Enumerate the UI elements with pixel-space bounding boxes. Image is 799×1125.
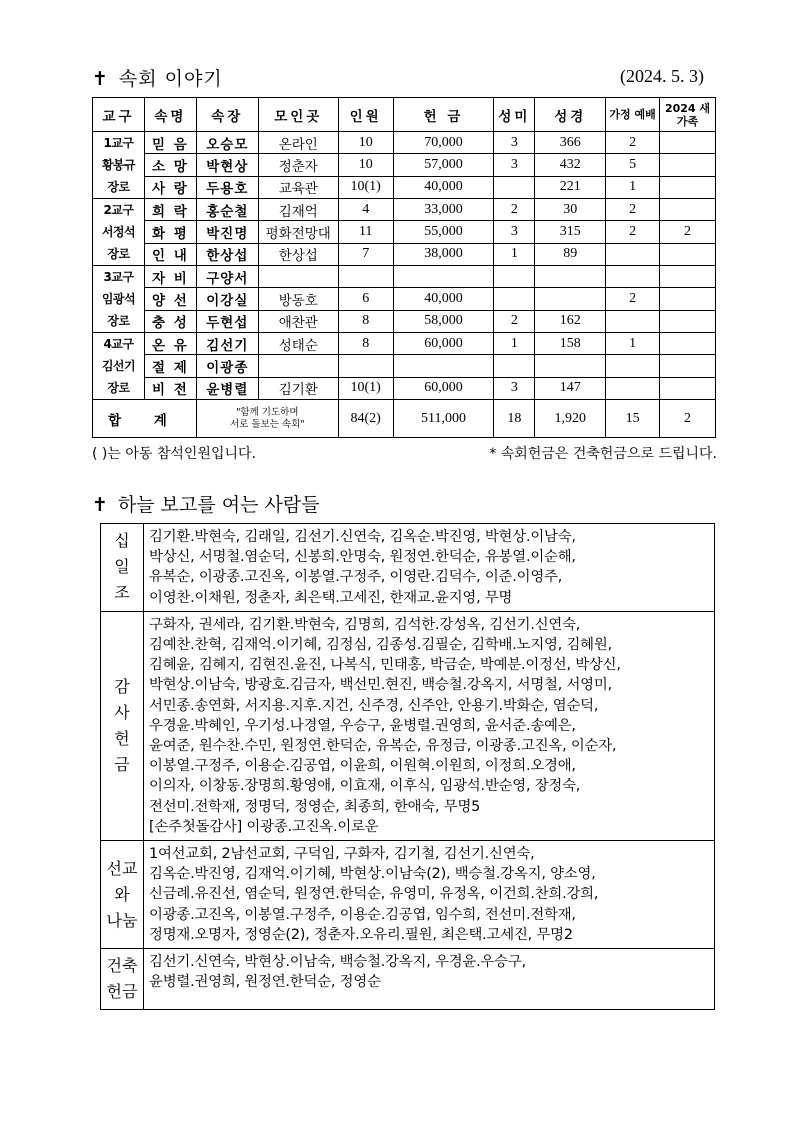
category-char: 금 — [114, 754, 130, 774]
cell-bible — [535, 288, 606, 310]
cell-name: 절 제 — [144, 355, 196, 377]
cell-newcomer — [660, 132, 716, 154]
cell-name: 인 내 — [144, 243, 196, 265]
cell-place: 김기환 — [258, 377, 338, 399]
cell-worship — [606, 377, 660, 399]
cell-count: 10 — [338, 132, 393, 154]
section-title-text: 하늘 보고를 여는 사람들 — [117, 494, 320, 516]
cell-newcomer — [660, 243, 716, 265]
district-line: 장로 — [107, 180, 130, 194]
names-line: 김예찬.찬혁, 김재억.이기혜, 김정심, 김종성.김필순, 김학배.노지영, 김혜원, — [149, 637, 612, 654]
offering-names — [144, 841, 715, 949]
cell-leader: 오승모 — [196, 132, 258, 154]
names-line: 우경윤.박혜인, 우기성.나경열, 우승구, 윤병렬.권영희, 윤서준.송예은, — [149, 717, 576, 734]
cell-rice: 2 — [494, 199, 535, 221]
category-char: 헌 — [114, 728, 130, 748]
total-count: 84(2) — [338, 400, 393, 438]
cell-place — [258, 355, 338, 377]
cell-worship: 1 — [606, 176, 660, 198]
names-line: [손주첫돌감사] 이광종.고진옥.이로운 — [149, 818, 379, 835]
names-line: 구화자, 권세라, 김기환.박현숙, 김명희, 김석한.강성옥, 김선기.신연숙, — [149, 616, 581, 633]
cell-newcomer — [660, 288, 716, 310]
cell-offering: 40,000 — [393, 176, 494, 198]
cell-rice: 1 — [494, 333, 535, 355]
names-line: 김선기.신연숙, 박현상.이남숙, 백승철.강옥지, 우경윤.우승구, — [149, 954, 526, 971]
cell-place: 방동호 — [258, 288, 338, 310]
table-row — [93, 132, 716, 154]
table-row — [93, 199, 716, 221]
cell-newcomer — [660, 154, 716, 176]
total-bible: 1,920 — [535, 400, 606, 438]
cell-leader: 두현섭 — [196, 310, 258, 332]
cell-rice — [494, 266, 535, 288]
cell-group-report-table — [92, 97, 716, 438]
cell-place: 정춘자 — [258, 154, 338, 176]
cell-count: 6 — [338, 288, 393, 310]
names-line: 박현상.이남숙, 방광호.김금자, 백선민.현진, 백승철.강옥지, 서명철, 서영미, — [149, 677, 612, 694]
cell-rice: 3 — [494, 154, 535, 176]
report-date: (2024. 5. 3) — [620, 66, 704, 86]
cell-worship — [606, 355, 660, 377]
cell-worship: 2 — [606, 288, 660, 310]
total-offering: 511,000 — [393, 400, 494, 438]
offering-row — [101, 841, 715, 949]
names-line: 이봉열.구정주, 이용순.김공엽, 이윤희, 이원혁.이원희, 이정희.오경애, — [149, 758, 576, 775]
cell-offering: 33,000 — [393, 199, 494, 221]
cell-count: 10(1) — [338, 377, 393, 399]
cell-leader: 두용호 — [196, 176, 258, 198]
cell-worship — [606, 310, 660, 332]
table-row — [93, 243, 716, 265]
cell-rice — [494, 176, 535, 198]
column-header: 성미 — [494, 98, 535, 132]
total-worship: 15 — [606, 400, 660, 438]
cell-place: 성태순 — [258, 333, 338, 355]
offering-note: * 속회헌금은 건축헌금으로 드립니다. — [489, 446, 717, 462]
table-row — [93, 221, 716, 243]
names-line: 전선미.전학재, 정명덕, 정영순, 최종희, 한애숙, 무명5 — [149, 798, 481, 815]
offering-names — [144, 949, 715, 1010]
cell-name: 희 락 — [144, 199, 196, 221]
report-title — [92, 64, 223, 91]
category-char: 와 — [114, 884, 130, 904]
column-header: 모인곳 — [258, 98, 338, 132]
district-line: 황봉규 — [101, 158, 136, 172]
cell-newcomer — [660, 333, 716, 355]
cell-leader: 김선기 — [196, 333, 258, 355]
category-char: 사 — [114, 702, 130, 722]
names-line: 유복순, 이광종.고진옥, 이봉열.구정주, 이영란.김덕수, 이준.이영주, — [149, 569, 563, 586]
cell-count: 11 — [338, 221, 393, 243]
table-row — [93, 176, 716, 198]
offering-category — [101, 949, 144, 1010]
cell-leader: 박진명 — [196, 221, 258, 243]
cross-icon: ✝ — [92, 68, 109, 90]
offering-category — [101, 841, 144, 949]
names-line: 1여선교회, 2남선교회, 구덕임, 구화자, 김기철, 김선기.신연숙, — [149, 846, 535, 863]
category-char: 건축 — [106, 956, 138, 976]
cell-newcomer — [660, 266, 716, 288]
total-label: 합 계 — [93, 400, 197, 438]
cell-offering: 70,000 — [393, 132, 494, 154]
table-row — [93, 154, 716, 176]
cell-leader: 홍순철 — [196, 199, 258, 221]
slogan — [196, 400, 338, 438]
cell-rice: 3 — [494, 377, 535, 399]
cell-newcomer — [660, 176, 716, 198]
cell-bible: 30 — [535, 199, 606, 221]
cell-name: 충 성 — [144, 310, 196, 332]
cell-newcomer — [660, 310, 716, 332]
cell-offering — [393, 355, 494, 377]
cell-bible: 221 — [535, 176, 606, 198]
cell-count: 8 — [338, 333, 393, 355]
cell-offering: 58,000 — [393, 310, 494, 332]
cell-rice — [494, 288, 535, 310]
cell-newcomer: 2 — [660, 221, 716, 243]
report-header — [92, 64, 704, 92]
district-line: 서정석 — [101, 225, 136, 239]
cell-leader: 윤병렬 — [196, 377, 258, 399]
cell-name: 비 전 — [144, 377, 196, 399]
table-row — [93, 288, 716, 310]
category-char: 조 — [114, 583, 130, 603]
cell-place: 교육관 — [258, 176, 338, 198]
cell-offering: 60,000 — [393, 333, 494, 355]
cell-offering — [393, 266, 494, 288]
offering-row — [101, 524, 715, 612]
offering-names — [144, 524, 715, 612]
cell-name: 사 랑 — [144, 176, 196, 198]
district-line: 김선기 — [101, 359, 136, 373]
offering-category — [101, 524, 144, 612]
cell-count: 4 — [338, 199, 393, 221]
column-header: 속명 — [144, 98, 196, 132]
names-line: 김옥순.박진영, 김재억.이기혜, 박현상.이남숙(2), 백승철.강옥지, 양소영, — [149, 866, 596, 883]
category-char: 감 — [114, 676, 130, 696]
offering-row — [101, 611, 715, 840]
cell-place: 애찬관 — [258, 310, 338, 332]
names-line: 김혜윤, 김혜지, 김현진.윤진, 나복식, 민태홍, 박금순, 박예분.이정선, 박상신, — [149, 657, 621, 674]
cell-count: 10 — [338, 154, 393, 176]
cell-name: 화 평 — [144, 221, 196, 243]
cell-rice: 2 — [494, 310, 535, 332]
cell-place: 평화전망대 — [258, 221, 338, 243]
cell-count — [338, 355, 393, 377]
cell-bible — [535, 266, 606, 288]
cell-count: 10(1) — [338, 176, 393, 198]
names-line: 박상신, 서명철.염순덕, 신봉희.안명숙, 원정연.한덕순, 유봉열.이순해, — [149, 549, 576, 566]
cell-name: 온 유 — [144, 333, 196, 355]
district-cell — [93, 333, 145, 400]
cell-name: 믿 음 — [144, 132, 196, 154]
cell-place: 온라인 — [258, 132, 338, 154]
column-header: 2024 새가족 — [660, 98, 716, 132]
title-text: 속회 이야기 — [118, 68, 223, 90]
category-char: 십 — [114, 531, 130, 551]
cell-bible: 158 — [535, 333, 606, 355]
cell-leader: 이강실 — [196, 288, 258, 310]
table-row — [93, 310, 716, 332]
cell-leader: 한상섭 — [196, 243, 258, 265]
table-row — [93, 266, 716, 288]
column-header: 교구 — [93, 98, 145, 132]
names-line: 윤여준, 원수찬.수민, 원정연.한덕순, 유복순, 유정금, 이광종.고진옥, 이순자, — [149, 738, 617, 755]
district-line: 장로 — [107, 247, 130, 261]
names-line: 서민종.송연화, 서지용.지후.지건, 신주경, 신주안, 안용기.박화순, 염순덕, — [149, 697, 599, 714]
cell-bible: 147 — [535, 377, 606, 399]
cell-rice — [494, 355, 535, 377]
cell-newcomer — [660, 355, 716, 377]
names-line: 정명재.오명자, 정영순(2), 정춘자.오유리.필원, 최은택.고세진, 무명2 — [149, 926, 573, 943]
cell-rice: 1 — [494, 243, 535, 265]
cell-count: 7 — [338, 243, 393, 265]
column-header: 헌 금 — [393, 98, 494, 132]
category-char: 나눔 — [106, 910, 138, 930]
table-header-row — [93, 98, 716, 132]
district-cell — [93, 132, 145, 199]
column-header: 인원 — [338, 98, 393, 132]
cell-offering: 57,000 — [393, 154, 494, 176]
cell-newcomer — [660, 199, 716, 221]
cell-bible — [535, 355, 606, 377]
cell-leader: 구양서 — [196, 266, 258, 288]
column-header: 가정 예배 — [606, 98, 660, 132]
cell-offering: 60,000 — [393, 377, 494, 399]
cell-offering: 55,000 — [393, 221, 494, 243]
cell-bible: 366 — [535, 132, 606, 154]
cell-worship: 5 — [606, 154, 660, 176]
table-row — [93, 355, 716, 377]
names-line: 신금례.유진선, 염순덕, 원정연.한덕순, 유영미, 유정옥, 이건희.찬희.강희, — [149, 886, 599, 903]
offering-names-table — [100, 523, 715, 1010]
names-line: 이영찬.이채원, 정춘자, 최은택.고세진, 한재교.윤지영, 무명 — [149, 589, 513, 606]
district-line: 장로 — [107, 381, 130, 395]
total-newcomer: 2 — [660, 400, 716, 438]
cell-bible: 162 — [535, 310, 606, 332]
cell-place — [258, 266, 338, 288]
cell-place: 김재억 — [258, 199, 338, 221]
district-cell — [93, 199, 145, 266]
names-line: 이의자, 이창동.장명희.황영애, 이효재, 이후식, 임광석.반순영, 장정숙, — [149, 778, 581, 795]
column-header: 속장 — [196, 98, 258, 132]
district-line: 임광석 — [101, 292, 136, 306]
cell-offering: 40,000 — [393, 288, 494, 310]
table-row — [93, 377, 716, 399]
total-rice: 18 — [494, 400, 535, 438]
slogan-line: 서로 돌보는 속회" — [229, 418, 305, 430]
district-line: 3교구 — [103, 270, 134, 284]
offering-names — [144, 611, 715, 840]
cell-rice: 3 — [494, 132, 535, 154]
column-header: 성경 — [535, 98, 606, 132]
cell-worship: 2 — [606, 221, 660, 243]
cell-count: 8 — [338, 310, 393, 332]
district-line: 4교구 — [103, 337, 134, 351]
cell-rice: 3 — [494, 221, 535, 243]
cell-leader: 이광종 — [196, 355, 258, 377]
cell-bible: 315 — [535, 221, 606, 243]
category-char: 헌금 — [106, 982, 138, 1002]
cell-count — [338, 266, 393, 288]
district-line: 장로 — [107, 314, 130, 328]
total-row — [93, 400, 716, 438]
offering-row — [101, 949, 715, 1010]
category-char: 일 — [114, 557, 130, 577]
cell-name: 소 망 — [144, 154, 196, 176]
cell-worship: 2 — [606, 132, 660, 154]
cell-offering: 38,000 — [393, 243, 494, 265]
slogan-line: "함께 기도하며 — [236, 406, 299, 418]
cell-bible: 432 — [535, 154, 606, 176]
cell-name: 자 비 — [144, 266, 196, 288]
section-title — [92, 490, 320, 517]
names-line: 김기환.박현숙, 김래일, 김선기.신연숙, 김옥순.박진영, 박현상.이남숙, — [149, 529, 576, 545]
district-cell — [93, 266, 145, 333]
cell-worship — [606, 266, 660, 288]
cell-worship — [606, 243, 660, 265]
child-count-note: ( )는 아동 참석인원입니다. — [92, 446, 256, 462]
names-line: 윤병렬.권영희, 원정연.한덕순, 정영순 — [149, 974, 381, 991]
table-row — [93, 333, 716, 355]
names-line: 이광종.고진옥, 이봉열.구정주, 이용순.김공엽, 임수희, 전선미.전학재, — [149, 906, 576, 923]
offering-category — [101, 611, 144, 840]
cell-worship: 1 — [606, 333, 660, 355]
district-line: 1교구 — [103, 136, 134, 150]
cell-place: 한상섭 — [258, 243, 338, 265]
district-line: 2교구 — [103, 203, 134, 217]
cell-bible: 89 — [535, 243, 606, 265]
category-char: 선교 — [106, 858, 138, 878]
cell-name: 양 선 — [144, 288, 196, 310]
cell-worship: 2 — [606, 199, 660, 221]
cell-leader: 박현상 — [196, 154, 258, 176]
cell-newcomer — [660, 377, 716, 399]
cross-icon: ✝ — [92, 494, 108, 516]
notes — [92, 443, 717, 465]
